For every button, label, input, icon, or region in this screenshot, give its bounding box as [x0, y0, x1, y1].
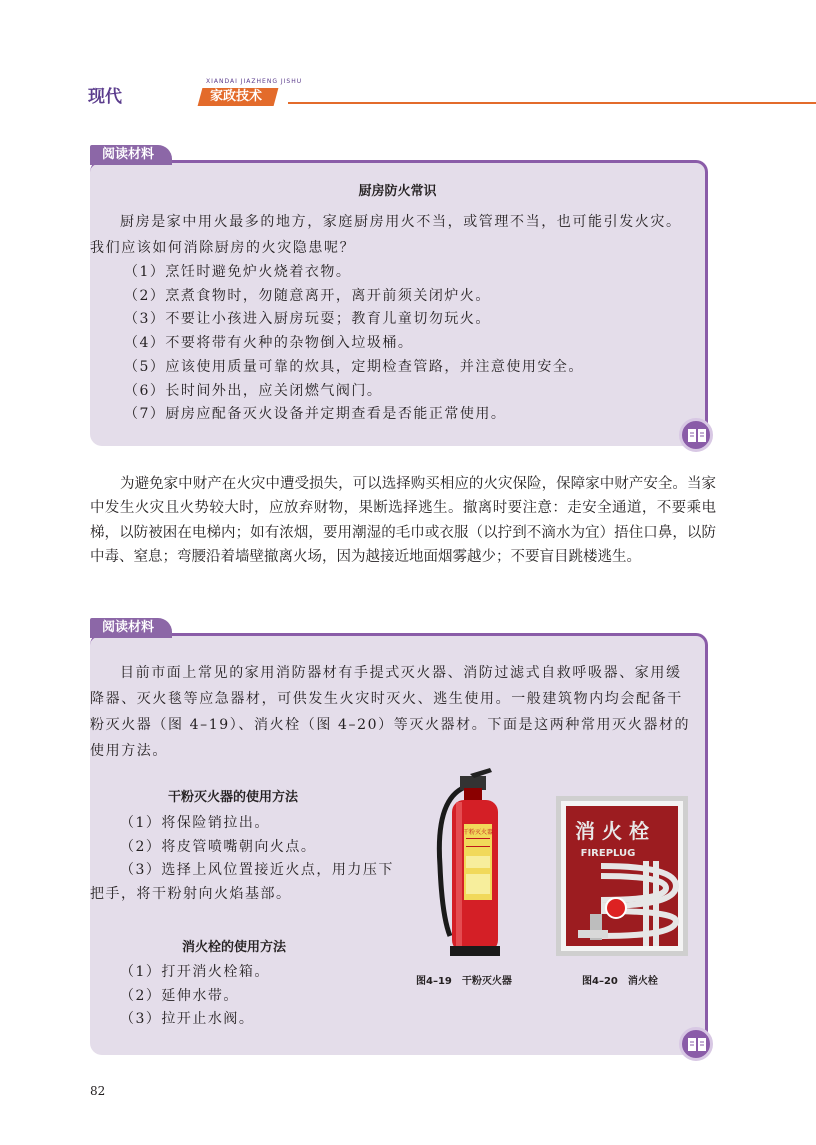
list-item: （6）长时间外出，应关闭燃气阀门。	[124, 382, 383, 399]
box-intro: 厨房是家中用火最多的地方，家庭厨房用火不当，或管理不当，也可能引发火灾。我们应该如何消除厨房的火灾隐患呢？	[90, 214, 682, 256]
page-number: 82	[90, 1084, 106, 1098]
reading-box-tab: 阅读材料	[90, 618, 172, 638]
list-item: （2）烹煮食物时，勿随意离开，离开前须关闭炉火。	[124, 287, 491, 304]
book-icon	[679, 418, 713, 452]
list-item: （5）应该使用质量可靠的炊具，定期检查管路，并注意使用安全。	[124, 358, 584, 375]
book-icon	[679, 1027, 713, 1061]
extinguisher-method-title: 干粉灭火器的使用方法	[168, 790, 299, 805]
list-item: （7）厨房应配备灭火设备并定期查看是否能正常使用。	[124, 406, 507, 423]
list-item: （1）将保险销拉出。	[120, 815, 270, 831]
header-tag: 家政技术	[198, 88, 279, 106]
hydrant-label: 消 火 栓	[575, 819, 649, 843]
reading-box-kitchen-fire	[90, 147, 708, 446]
reading-box-tab: 阅读材料	[90, 145, 172, 165]
list-item: （3）不要让小孩进入厨房玩耍；教育儿童切勿玩火。	[124, 311, 491, 328]
extinguisher-steps	[90, 812, 400, 907]
list-item: （2）将皮管喷嘴朝向火点。	[120, 838, 317, 855]
running-header	[88, 74, 728, 108]
hydrant-method-title: 消火栓的使用方法	[182, 940, 287, 955]
box-intro: 目前市面上常见的家用消防器材有手提式灭火器、消防过滤式自救呼吸器、家用缓降器、灭火毯等应急器材，可供发生火灾时灭火、逃生使用。一般建筑物内均会配备干粉灭火器（图 4–19）、消火栓（图 4–20）等灭火器材。下面是这两种常用灭火器材的使用方法。	[90, 665, 691, 759]
list-item: （3）拉开止水阀。	[120, 1011, 255, 1028]
header-brand: 现代	[88, 87, 122, 107]
reading-box-fire-equipment	[90, 620, 708, 1055]
extinguisher-label: 干粉灭火器	[462, 829, 494, 836]
fire-extinguisher-image	[430, 766, 520, 961]
body-paragraph: 为避免家中财产在火灾中遭受损失，可以选择购买相应的火灾保险，保障家中财产安全。当家中发生火灾且火势较大时，应放弃财物，果断选择逃生。撤离时要注意：走安全通道，不要乘电梯，以防被困在电梯内；如有浓烟，要用潮湿的毛巾或衣服（以拧到不滴水为宜）捂住口鼻，以防中毒、窒息；弯腰沿着墙壁撤离火场，因为越接近地面烟雾越少；不要盲目跳楼逃生。	[90, 476, 716, 566]
list-item: （4）不要将带有火种的杂物倒入垃圾桶。	[124, 335, 414, 352]
figure-caption-4-20: 图4–20 消火栓	[582, 976, 658, 987]
hydrant-steps	[120, 961, 380, 1032]
list-item: （1）打开消火栓箱。	[120, 964, 270, 980]
header-rule	[288, 102, 816, 104]
figure-caption-4-19: 图4–19 干粉灭火器	[416, 976, 512, 987]
header-romanized: XIANDAI JIAZHENG JISHU	[206, 78, 303, 85]
list-item: （2）延伸水带。	[120, 987, 239, 1004]
list-item: （1）烹饪时避免炉火烧着衣物。	[124, 264, 352, 280]
kitchen-tips-list	[102, 261, 692, 427]
fire-hydrant-image	[556, 796, 688, 956]
list-item: （3）选择上风位置接近火点，用力压下把手，将干粉射向火焰基部。	[90, 862, 394, 903]
hydrant-label-en: FIREPLUG	[580, 848, 636, 859]
box-title: 厨房防火常识	[358, 184, 437, 199]
